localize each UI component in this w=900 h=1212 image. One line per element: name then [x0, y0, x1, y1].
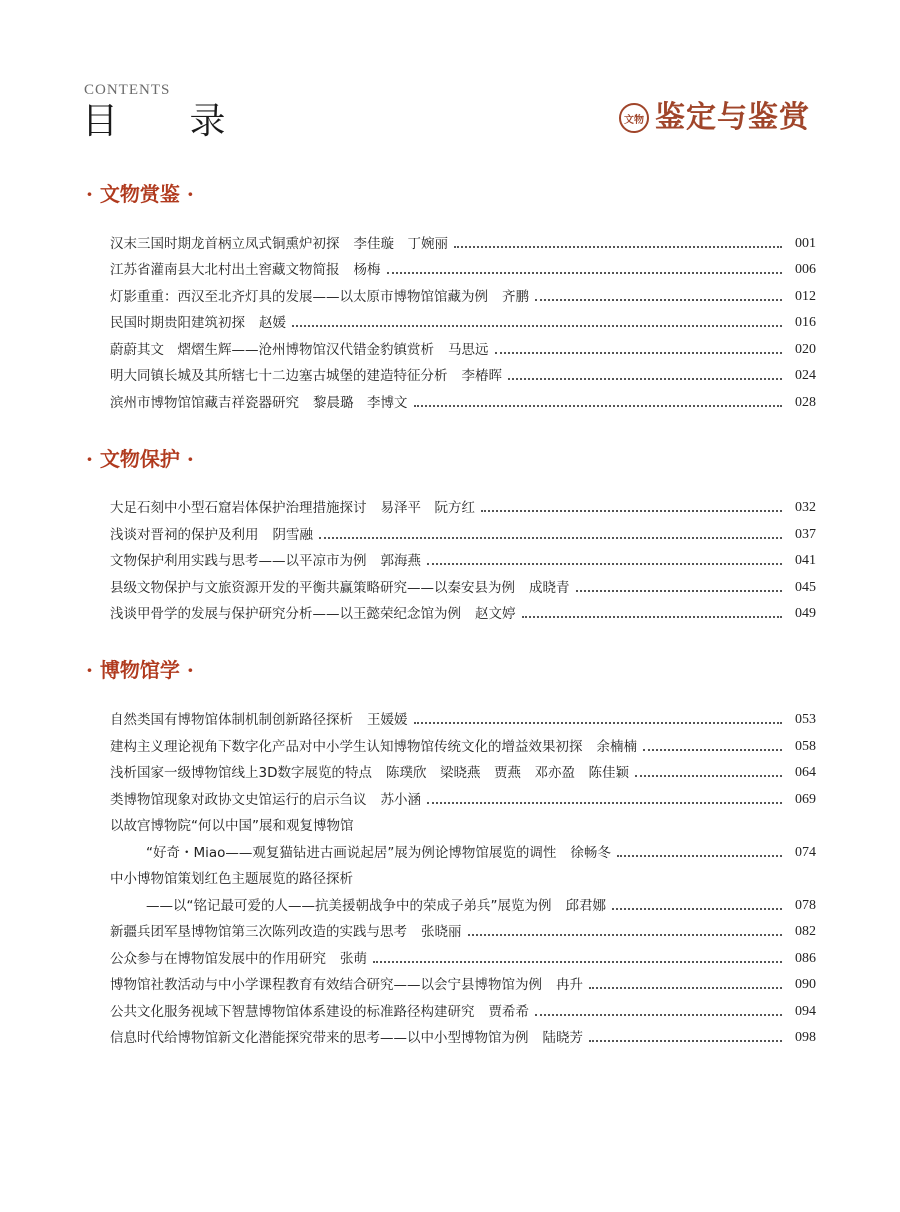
entry-title: 博物馆社教活动与中小学课程教育有效结合研究——以会宁县博物馆为例 — [110, 977, 542, 993]
entry-title: 中小博物馆策划红色主题展览的路径探析 — [110, 871, 353, 887]
page-header — [0, 0, 900, 160]
toc-entry[interactable] — [110, 578, 816, 598]
dot-leader — [576, 590, 783, 592]
toc-entry[interactable] — [110, 1002, 816, 1022]
entry-author: 贾希希 — [488, 1004, 529, 1020]
contents-label: CONTENTS — [84, 82, 171, 98]
entry-title: 江苏省灌南县大北村出土窖藏文物简报 — [110, 262, 340, 278]
dot-leader — [589, 987, 782, 989]
toc-entry[interactable] — [110, 551, 816, 571]
entry-author: 徐畅冬 — [570, 845, 611, 861]
entry-page: 053 — [795, 712, 816, 727]
entry-title: 浅析国家一级博物馆线上3D数字展览的特点 — [110, 765, 372, 781]
entry-title: 文物保护利用实践与思考——以平凉市为例 — [110, 553, 367, 569]
toc-entry[interactable] — [110, 313, 816, 333]
toc-entry[interactable] — [110, 604, 816, 624]
dot-leader — [643, 749, 782, 751]
entry-title: 滨州市博物馆馆藏吉祥瓷器研究 — [110, 395, 299, 411]
entry-author: 陆晓芳 — [542, 1030, 583, 1046]
entry-author: 邱君娜 — [565, 898, 606, 914]
dot-leader — [589, 1040, 782, 1042]
entry-author: 陈璞欣 梁晓燕 贾燕 邓亦盈 陈佳颖 — [385, 765, 629, 781]
toc-entry[interactable] — [110, 737, 816, 757]
journal-logo — [619, 98, 810, 138]
dot-leader — [427, 802, 782, 804]
toc-entry[interactable] — [110, 790, 816, 810]
toc-entry[interactable] — [110, 763, 816, 783]
entry-author: 李椿晖 — [461, 368, 502, 384]
dot-leader — [414, 405, 783, 407]
entry-page: 032 — [795, 500, 816, 515]
dot-leader — [617, 855, 782, 857]
dot-leader — [481, 510, 782, 512]
dot-leader — [414, 722, 783, 724]
entry-author: 苏小涵 — [380, 792, 421, 808]
entry-author: 成晓青 — [529, 580, 570, 596]
toc-entry[interactable] — [110, 260, 816, 280]
entry-title: 公共文化服务视域下智慧博物馆体系建设的标准路径构建研究 — [110, 1004, 475, 1020]
entry-author: 张萌 — [340, 951, 367, 967]
toc-entry[interactable] — [110, 393, 816, 413]
entry-title: 公众参与在博物馆发展中的作用研究 — [110, 951, 326, 967]
toc-entry[interactable] — [110, 1028, 816, 1048]
entry-page: 041 — [795, 553, 816, 568]
entry-title: 大足石刻中小型石窟岩体保护治理措施探讨 — [110, 500, 367, 516]
entry-page: 012 — [795, 289, 816, 304]
dot-leader — [292, 325, 782, 327]
entry-title: 县级文物保护与文旅资源开发的平衡共赢策略研究——以秦安县为例 — [110, 580, 515, 596]
entry-title: 信息时代给博物馆新文化潜能探究带来的思考——以中小型博物馆为例 — [110, 1030, 529, 1046]
toc-entry[interactable] — [110, 975, 816, 995]
entry-page: 078 — [795, 898, 816, 913]
entry-title: 汉末三国时期龙首柄立凤式铜熏炉初探 — [110, 236, 340, 252]
entry-title: ——以“铭记最可爱的人——抗美援朝战争中的荣成子弟兵”展览为例 — [146, 898, 552, 914]
entry-author: 赵文婷 — [475, 606, 516, 622]
entry-title: 民国时期贵阳建筑初探 — [110, 315, 245, 331]
entry-page: 037 — [795, 527, 816, 542]
entry-author: 齐鹏 — [502, 289, 529, 305]
entry-author: 赵媛 — [259, 315, 286, 331]
dot-leader — [454, 246, 782, 248]
entry-page: 064 — [795, 765, 816, 780]
entry-author: 郭海燕 — [380, 553, 421, 569]
entry-author: 余楠楠 — [596, 739, 637, 755]
entry-author: 易泽平 阮方红 — [380, 500, 475, 516]
dot-leader — [635, 775, 782, 777]
toc-entry[interactable] — [110, 525, 816, 545]
toc-entry[interactable] — [110, 710, 816, 730]
entry-title: 类博物馆现象对政协文史馆运行的启示刍议 — [110, 792, 367, 808]
dot-leader — [495, 352, 783, 354]
dot-leader — [373, 961, 782, 963]
entry-author: 马思远 — [448, 342, 489, 358]
dot-leader — [612, 908, 782, 910]
entry-page: 001 — [795, 236, 816, 251]
toc-entry[interactable] — [110, 234, 816, 254]
entry-page: 082 — [795, 924, 816, 939]
entry-title: 浅谈甲骨学的发展与保护研究分析——以王懿荣纪念馆为例 — [110, 606, 461, 622]
entry-page: 016 — [795, 315, 816, 330]
entry-page: 086 — [795, 951, 816, 966]
toc-entry[interactable] — [110, 843, 816, 863]
entry-author: 阴雪融 — [272, 527, 313, 543]
logo-text: 鉴定与鉴赏 — [655, 100, 810, 135]
entry-page: 090 — [795, 977, 816, 992]
entry-page: 058 — [795, 739, 816, 754]
toc-entry[interactable] — [110, 922, 816, 942]
entry-author: 黎晨璐 李博文 — [313, 395, 408, 411]
dot-leader — [522, 616, 783, 618]
entry-title: 浅谈对晋祠的保护及利用 — [110, 527, 259, 543]
toc-entry-first-line[interactable] — [110, 869, 816, 889]
toc-entry[interactable] — [110, 949, 816, 969]
page-title: 目 录 — [82, 101, 256, 142]
entry-title: 灯影重重：西汉至北齐灯具的发展——以太原市博物馆馆藏为例 — [110, 289, 488, 305]
entry-title: “好奇・Miao——观复猫钻进古画说起居”展为例论博物馆展览的调性 — [146, 845, 557, 861]
entry-title: 以故宫博物院“何以中国”展和观复博物馆 — [110, 818, 354, 834]
dot-leader — [387, 272, 783, 274]
entry-title: 明大同镇长城及其所辖七十二边塞古城堡的建造特征分析 — [110, 368, 448, 384]
entry-author: 李佳璇 丁婉丽 — [353, 236, 448, 252]
toc-entry[interactable] — [110, 366, 816, 386]
dot-leader — [468, 934, 783, 936]
section-title-wenwu-shangjian: · 文物赏鉴 · — [86, 182, 194, 206]
logo-badge: 文物 — [619, 103, 649, 133]
entry-page: 028 — [795, 395, 816, 410]
toc-entry-first-line[interactable] — [110, 816, 816, 836]
toc-entry[interactable] — [110, 287, 816, 307]
toc-entry[interactable] — [110, 498, 816, 518]
entry-title: 蔚蔚其文 熠熠生辉——沧州博物馆汉代错金豹镇赏析 — [110, 342, 434, 358]
entry-author: 王媛媛 — [367, 712, 408, 728]
entry-page: 074 — [795, 845, 816, 860]
entry-page: 049 — [795, 606, 816, 621]
dot-leader — [535, 1014, 782, 1016]
entry-author: 冉升 — [556, 977, 583, 993]
entry-title: 建构主义理论视角下数字化产品对中小学生认知博物馆传统文化的增益效果初探 — [110, 739, 583, 755]
entry-author: 杨梅 — [353, 262, 381, 278]
entry-page: 006 — [795, 262, 816, 277]
entry-author: 张晓丽 — [421, 924, 462, 940]
section-title-wenwu-baohu: · 文物保护 · — [86, 447, 194, 471]
dot-leader — [319, 537, 782, 539]
toc-entry[interactable] — [110, 340, 816, 360]
entry-page: 069 — [795, 792, 816, 807]
dot-leader — [535, 299, 782, 301]
section-title-bowuguanxue: · 博物馆学 · — [86, 658, 194, 682]
entry-page: 098 — [795, 1030, 816, 1045]
dot-leader — [427, 563, 782, 565]
dot-leader — [508, 378, 782, 380]
entry-page: 045 — [795, 580, 816, 595]
toc-entry[interactable] — [110, 896, 816, 916]
entry-page: 020 — [795, 342, 816, 357]
entry-page: 094 — [795, 1004, 816, 1019]
entry-page: 024 — [795, 368, 816, 383]
entry-title: 新疆兵团军垦博物馆第三次陈列改造的实践与思考 — [110, 924, 407, 940]
entry-title: 自然类国有博物馆体制机制创新路径探析 — [110, 712, 353, 728]
